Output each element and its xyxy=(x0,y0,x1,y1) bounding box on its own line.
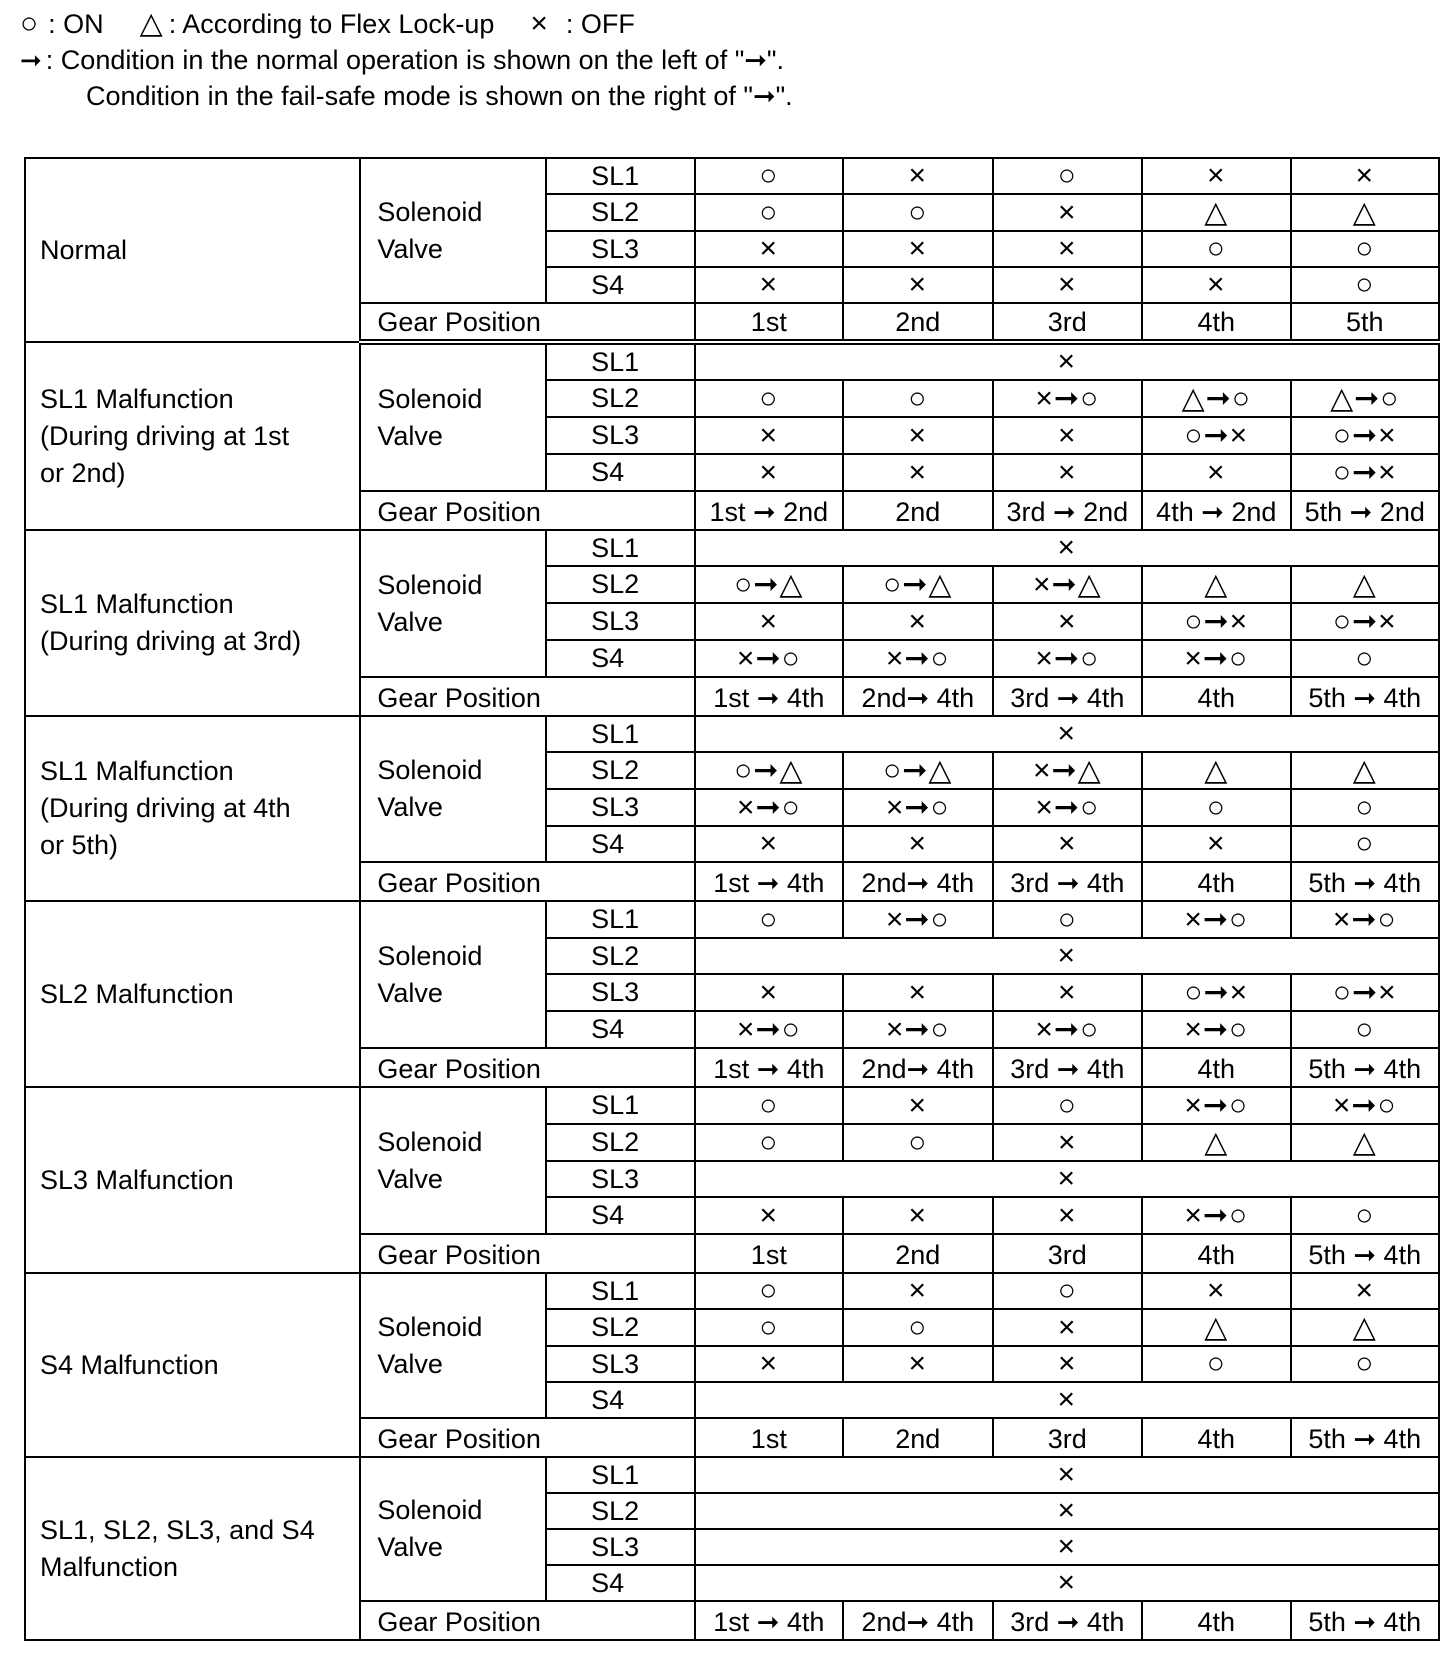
solenoid-state-cell: ○ xyxy=(1291,267,1440,303)
gear-position-cell: 2nd➞ 4th xyxy=(843,862,993,901)
solenoid-state-cell: ○ xyxy=(1291,789,1440,826)
solenoid-state-cell: × xyxy=(843,826,993,862)
condition-label xyxy=(25,158,360,342)
solenoid-name: SL3 xyxy=(546,1346,694,1382)
solenoid-state-cell: △ xyxy=(1291,1309,1440,1346)
solenoid-valve-line: Solenoid xyxy=(377,1311,483,1342)
solenoid-state-cell: △➞○ xyxy=(1291,380,1440,417)
solenoid-state-cell: ○ xyxy=(993,158,1143,194)
solenoid-state-cell: △ xyxy=(1291,566,1440,603)
solenoid-state-cell: × xyxy=(1142,826,1290,862)
flex-label: : According to Flex Lock-up xyxy=(168,9,495,39)
solenoid-state-cell: ○➞× xyxy=(1291,454,1440,491)
solenoid-name: SL3 xyxy=(546,603,694,640)
solenoid-state-cell: ○ xyxy=(695,1124,843,1161)
solenoid-valve-label xyxy=(360,158,546,303)
solenoid-valve-label xyxy=(360,901,546,1048)
solenoid-state-cell: × xyxy=(843,267,993,303)
solenoid-state-cell: × xyxy=(993,1346,1143,1382)
solenoid-state-cell: × xyxy=(1142,158,1290,194)
condition-label xyxy=(25,1273,360,1457)
solenoid-name: S4 xyxy=(546,267,694,303)
solenoid-state-cell: ○ xyxy=(1291,1011,1440,1048)
gear-position-cell: 5th ➞ 4th xyxy=(1291,1234,1440,1273)
gear-position-cell: 2nd➞ 4th xyxy=(843,1048,993,1087)
gear-position-cell: 2nd xyxy=(843,491,993,530)
gear-position-label: Gear Position xyxy=(360,677,694,716)
condition-label xyxy=(25,1087,360,1273)
solenoid-valve-label xyxy=(360,716,546,862)
solenoid-state-cell: △ xyxy=(1142,752,1290,789)
solenoid-state-cell: ○ xyxy=(1142,1346,1290,1382)
legend-arrow-row xyxy=(20,42,793,78)
solenoid-state-cell: ×➞○ xyxy=(695,1011,843,1048)
solenoid-state-cell: × xyxy=(695,1161,1439,1197)
solenoid-state-cell: × xyxy=(695,231,843,267)
solenoid-state-cell: × xyxy=(993,1309,1143,1346)
solenoid-state-cell: △ xyxy=(1142,1124,1290,1161)
condition-line: Malfunction xyxy=(40,1551,179,1582)
solenoid-valve-label xyxy=(360,342,546,491)
on-label: : ON xyxy=(48,9,104,39)
gear-position-cell: 1st ➞ 4th xyxy=(695,1601,843,1640)
solenoid-state-cell: ×➞○ xyxy=(1142,901,1290,938)
solenoid-state-cell: × xyxy=(843,417,993,454)
solenoid-state-cell: × xyxy=(993,603,1143,640)
solenoid-name: SL1 xyxy=(546,530,694,566)
solenoid-valve-line: Valve xyxy=(377,606,443,637)
solenoid-state-cell: △ xyxy=(1142,1309,1290,1346)
solenoid-state-cell: × xyxy=(695,1565,1439,1601)
gear-position-cell: 5th ➞ 4th xyxy=(1291,862,1440,901)
solenoid-state-cell: × xyxy=(1291,1273,1440,1309)
solenoid-state-cell: ×➞○ xyxy=(993,1011,1143,1048)
legend-line1: : Condition in the normal operation is shown on the left of "➞". xyxy=(45,45,784,75)
solenoid-state-cell: ×➞○ xyxy=(843,901,993,938)
solenoid-state-cell: × xyxy=(695,342,1439,380)
solenoid-state-cell: × xyxy=(843,603,993,640)
solenoid-name: S4 xyxy=(546,1011,694,1048)
condition-group xyxy=(25,530,1439,716)
solenoid-name: SL1 xyxy=(546,716,694,752)
solenoid-valve-line: Solenoid xyxy=(377,196,483,227)
solenoid-state-cell: ○ xyxy=(1142,231,1290,267)
solenoid-name: SL2 xyxy=(546,752,694,789)
solenoid-state-cell: ○ xyxy=(695,1273,843,1309)
solenoid-state-cell: ×➞○ xyxy=(993,380,1143,417)
solenoid-row xyxy=(25,342,1439,380)
condition-label xyxy=(25,1457,360,1640)
solenoid-name: SL3 xyxy=(546,1161,694,1197)
solenoid-valve-line: Valve xyxy=(377,1348,443,1379)
condition-line: SL1 Malfunction xyxy=(40,589,234,619)
condition-label xyxy=(25,530,360,716)
solenoid-state-cell: × xyxy=(1142,1273,1290,1309)
solenoid-state-cell: ○ xyxy=(843,1309,993,1346)
solenoid-state-cell: × xyxy=(993,974,1143,1011)
gear-position-cell: 2nd xyxy=(843,1234,993,1273)
condition-line: (During driving at 3rd) xyxy=(40,626,302,656)
condition-line: S4 Malfunction xyxy=(40,1349,219,1380)
solenoid-name: SL3 xyxy=(546,974,694,1011)
solenoid-state-cell: ×➞○ xyxy=(843,640,993,677)
solenoid-state-cell: △ xyxy=(1291,1124,1440,1161)
condition-group xyxy=(25,901,1439,1087)
solenoid-valve-line: Solenoid xyxy=(377,569,483,600)
solenoid-valve-line: Solenoid xyxy=(377,1126,483,1157)
gear-position-label: Gear Position xyxy=(360,1418,694,1457)
solenoid-state-cell: ×➞○ xyxy=(1142,1197,1290,1234)
solenoid-state-cell: ○ xyxy=(1291,1346,1440,1382)
gear-position-cell: 3rd xyxy=(993,1418,1143,1457)
solenoid-state-cell: × xyxy=(695,530,1439,566)
solenoid-state-cell: × xyxy=(695,826,843,862)
solenoid-state-cell: ○➞× xyxy=(1291,603,1440,640)
solenoid-state-cell: ×➞○ xyxy=(1142,640,1290,677)
solenoid-state-cell: ○ xyxy=(993,1273,1143,1309)
condition-line: SL1 Malfunction xyxy=(40,383,234,414)
solenoid-state-cell: × xyxy=(695,716,1439,752)
solenoid-state-cell: × xyxy=(993,417,1143,454)
solenoid-valve-line: Solenoid xyxy=(377,1495,483,1525)
gear-position-cell: 5th ➞ 4th xyxy=(1291,1418,1440,1457)
condition-label xyxy=(25,901,360,1087)
solenoid-state-cell: ○ xyxy=(1291,231,1440,267)
solenoid-valve-label xyxy=(360,1273,546,1418)
solenoid-state-cell: ×➞○ xyxy=(1142,1011,1290,1048)
solenoid-row xyxy=(25,716,1439,752)
solenoid-state-cell: × xyxy=(843,1346,993,1382)
fail-safe-table xyxy=(24,157,1440,1641)
solenoid-row xyxy=(25,158,1439,194)
gear-position-cell: 4th xyxy=(1142,862,1290,901)
gear-position-cell: 4th xyxy=(1142,677,1290,716)
gear-position-cell: 5th ➞ 4th xyxy=(1291,1048,1440,1087)
solenoid-name: SL1 xyxy=(546,1457,694,1493)
solenoid-state-cell: ○➞× xyxy=(1142,417,1290,454)
solenoid-name: SL1 xyxy=(546,158,694,194)
solenoid-state-cell: ○➞△ xyxy=(843,752,993,789)
gear-position-cell: 3rd ➞ 4th xyxy=(993,1048,1143,1087)
solenoid-state-cell: × xyxy=(993,194,1143,231)
solenoid-valve-line: Valve xyxy=(377,1532,443,1562)
solenoid-name: SL2 xyxy=(546,1309,694,1346)
gear-position-cell: 1st ➞ 2nd xyxy=(695,491,843,530)
gear-position-cell: 1st xyxy=(695,1234,843,1273)
solenoid-state-cell: × xyxy=(993,826,1143,862)
solenoid-state-cell: ○ xyxy=(843,1124,993,1161)
solenoid-state-cell: ○ xyxy=(993,1087,1143,1124)
solenoid-state-cell: × xyxy=(695,1457,1439,1493)
solenoid-state-cell: ×➞○ xyxy=(1291,1087,1440,1124)
condition-line: SL1, SL2, SL3, and S4 xyxy=(40,1514,315,1545)
solenoid-name: SL3 xyxy=(546,1529,694,1565)
gear-position-cell: 1st ➞ 4th xyxy=(695,1048,843,1087)
solenoid-state-cell: × xyxy=(843,1273,993,1309)
solenoid-state-cell: × xyxy=(1142,267,1290,303)
solenoid-state-cell: × xyxy=(695,1197,843,1234)
solenoid-name: SL1 xyxy=(546,901,694,938)
solenoid-state-cell: ○➞△ xyxy=(695,752,843,789)
solenoid-name: SL2 xyxy=(546,566,694,603)
solenoid-state-cell: ○ xyxy=(1291,640,1440,677)
solenoid-state-cell: × xyxy=(695,1382,1439,1418)
gear-position-cell: 2nd➞ 4th xyxy=(843,1601,993,1640)
gear-position-cell: 1st xyxy=(695,1418,843,1457)
solenoid-name: SL1 xyxy=(546,342,694,380)
solenoid-name: SL2 xyxy=(546,1124,694,1161)
condition-group xyxy=(25,1273,1439,1457)
solenoid-state-cell: × xyxy=(843,158,993,194)
solenoid-valve-line: Solenoid xyxy=(377,755,483,785)
solenoid-state-cell: ○➞△ xyxy=(843,566,993,603)
legend-line2: Condition in the fail-safe mode is shown on the right of "➞". xyxy=(86,81,793,111)
solenoid-state-cell: × xyxy=(843,1197,993,1234)
solenoid-valve-label xyxy=(360,1087,546,1234)
gear-position-cell: 2nd xyxy=(843,1418,993,1457)
solenoid-state-cell: ○ xyxy=(695,158,843,194)
solenoid-valve-line: Valve xyxy=(377,1163,443,1194)
gear-position-cell: 4th xyxy=(1142,1418,1290,1457)
gear-position-cell: 3rd ➞ 4th xyxy=(993,1601,1143,1640)
solenoid-state-cell: ○ xyxy=(695,1309,843,1346)
off-label: : OFF xyxy=(565,9,635,39)
condition-line: (During driving at 4th xyxy=(40,793,291,823)
solenoid-state-cell: ×➞△ xyxy=(993,752,1143,789)
gear-position-cell: 2nd➞ 4th xyxy=(843,677,993,716)
solenoid-state-cell: × xyxy=(993,267,1143,303)
gear-position-cell: 3rd xyxy=(993,1234,1143,1273)
solenoid-state-cell: ○ xyxy=(695,1087,843,1124)
solenoid-valve-line: Solenoid xyxy=(377,940,483,971)
solenoid-state-cell: △ xyxy=(1291,752,1440,789)
solenoid-state-cell: ×➞○ xyxy=(1291,901,1440,938)
solenoid-row xyxy=(25,1087,1439,1124)
solenoid-state-cell: ×➞○ xyxy=(1142,1087,1290,1124)
solenoid-name: SL3 xyxy=(546,231,694,267)
solenoid-state-cell: × xyxy=(993,1197,1143,1234)
solenoid-name: S4 xyxy=(546,1382,694,1418)
solenoid-name: SL3 xyxy=(546,417,694,454)
solenoid-state-cell: △ xyxy=(1291,194,1440,231)
solenoid-valve-label xyxy=(360,530,546,677)
gear-position-cell: 1st xyxy=(695,303,843,342)
solenoid-state-cell: ○ xyxy=(993,901,1143,938)
gear-position-cell: 3rd ➞ 2nd xyxy=(993,491,1143,530)
solenoid-name: S4 xyxy=(546,1197,694,1234)
solenoid-state-cell: ○ xyxy=(843,380,993,417)
condition-group xyxy=(25,342,1439,530)
condition-group xyxy=(25,716,1439,901)
gear-position-cell: 1st ➞ 4th xyxy=(695,677,843,716)
condition-line: SL1 Malfunction xyxy=(40,756,234,786)
solenoid-state-cell: × xyxy=(843,454,993,491)
gear-position-label: Gear Position xyxy=(360,1601,694,1640)
solenoid-state-cell: × xyxy=(695,603,843,640)
solenoid-state-cell: ×➞△ xyxy=(993,566,1143,603)
solenoid-state-cell: ○➞× xyxy=(1142,603,1290,640)
legend xyxy=(20,6,793,114)
gear-position-label: Gear Position xyxy=(360,303,694,342)
gear-position-cell: 4th xyxy=(1142,1601,1290,1640)
gear-position-label: Gear Position xyxy=(360,862,694,901)
solenoid-state-cell: ○➞× xyxy=(1291,974,1440,1011)
gear-position-cell: 4th xyxy=(1142,1234,1290,1273)
solenoid-state-cell: × xyxy=(993,231,1143,267)
gear-position-cell: 3rd xyxy=(993,303,1143,342)
condition-line: (During driving at 1st xyxy=(40,420,290,451)
flex-symbol: △ xyxy=(139,7,163,40)
gear-position-cell: 4th xyxy=(1142,1048,1290,1087)
solenoid-state-cell: × xyxy=(695,1493,1439,1529)
solenoid-state-cell: △➞○ xyxy=(1142,380,1290,417)
solenoid-name: SL2 xyxy=(546,194,694,231)
gear-position-cell: 5th xyxy=(1291,303,1440,342)
condition-group xyxy=(25,158,1439,342)
solenoid-name: SL2 xyxy=(546,380,694,417)
solenoid-state-cell: × xyxy=(993,1124,1143,1161)
solenoid-state-cell: ×➞○ xyxy=(993,640,1143,677)
solenoid-valve-line: Solenoid xyxy=(377,383,483,414)
solenoid-state-cell: × xyxy=(843,1087,993,1124)
solenoid-valve-line: Valve xyxy=(377,420,443,451)
solenoid-state-cell: ○ xyxy=(843,194,993,231)
solenoid-state-cell: × xyxy=(695,454,843,491)
solenoid-state-cell: × xyxy=(695,1529,1439,1565)
solenoid-state-cell: ○ xyxy=(695,194,843,231)
legend-line2-row xyxy=(20,78,793,114)
condition-label xyxy=(25,716,360,901)
solenoid-name: S4 xyxy=(546,1565,694,1601)
solenoid-state-cell: △ xyxy=(1142,566,1290,603)
condition-line: or 5th) xyxy=(40,830,119,860)
condition-line: or 2nd) xyxy=(40,457,126,488)
gear-position-cell: 2nd xyxy=(843,303,993,342)
solenoid-state-cell: ×➞○ xyxy=(695,789,843,826)
solenoid-state-cell: ×➞○ xyxy=(843,1011,993,1048)
gear-position-cell: 5th ➞ 4th xyxy=(1291,1601,1440,1640)
gear-position-label: Gear Position xyxy=(360,491,694,530)
solenoid-name: SL1 xyxy=(546,1273,694,1309)
solenoid-state-cell: ×➞○ xyxy=(843,789,993,826)
solenoid-state-cell: ○➞× xyxy=(1291,417,1440,454)
gear-position-cell: 3rd ➞ 4th xyxy=(993,677,1143,716)
solenoid-state-cell: ○➞× xyxy=(1142,974,1290,1011)
solenoid-name: S4 xyxy=(546,454,694,491)
solenoid-name: S4 xyxy=(546,826,694,862)
gear-position-cell: 1st ➞ 4th xyxy=(695,862,843,901)
solenoid-state-cell: × xyxy=(993,454,1143,491)
solenoid-state-cell: × xyxy=(695,974,843,1011)
gear-position-cell: 3rd ➞ 4th xyxy=(993,862,1143,901)
gear-position-label: Gear Position xyxy=(360,1048,694,1087)
condition-line: Normal xyxy=(40,234,128,265)
gear-position-cell: 4th xyxy=(1142,303,1290,342)
solenoid-name: SL1 xyxy=(546,1087,694,1124)
solenoid-state-cell: ○ xyxy=(695,380,843,417)
solenoid-valve-line: Valve xyxy=(377,977,443,1008)
solenoid-row xyxy=(25,901,1439,938)
solenoid-name: S4 xyxy=(546,640,694,677)
solenoid-valve-label xyxy=(360,1457,546,1601)
solenoid-row xyxy=(25,1273,1439,1309)
condition-group xyxy=(25,1087,1439,1273)
solenoid-state-cell: ○ xyxy=(1291,826,1440,862)
solenoid-state-cell: ○ xyxy=(1291,1197,1440,1234)
off-symbol: × xyxy=(530,7,548,40)
solenoid-row xyxy=(25,530,1439,566)
condition-label xyxy=(25,342,360,530)
solenoid-valve-line: Valve xyxy=(377,792,443,822)
gear-position-cell: 5th ➞ 4th xyxy=(1291,677,1440,716)
solenoid-state-cell: × xyxy=(843,231,993,267)
gear-position-cell: 5th ➞ 2nd xyxy=(1291,491,1440,530)
arrow-icon: ➞ xyxy=(20,45,42,75)
solenoid-name: SL2 xyxy=(546,938,694,974)
solenoid-state-cell: × xyxy=(695,417,843,454)
solenoid-state-cell: ○ xyxy=(1142,789,1290,826)
solenoid-row xyxy=(25,1457,1439,1493)
solenoid-valve-line: Valve xyxy=(377,233,443,264)
solenoid-name: SL2 xyxy=(546,1493,694,1529)
solenoid-state-cell: ○ xyxy=(695,901,843,938)
solenoid-state-cell: × xyxy=(843,974,993,1011)
condition-line: SL3 Malfunction xyxy=(40,1164,234,1195)
condition-line: SL2 Malfunction xyxy=(40,978,234,1009)
solenoid-state-cell: ×➞○ xyxy=(993,789,1143,826)
gear-position-label: Gear Position xyxy=(360,1234,694,1273)
legend-symbols-row xyxy=(20,6,793,42)
solenoid-state-cell: ×➞○ xyxy=(695,640,843,677)
solenoid-state-cell: × xyxy=(695,267,843,303)
condition-group xyxy=(25,1457,1439,1640)
solenoid-state-cell: × xyxy=(695,1346,843,1382)
solenoid-state-cell: ○➞△ xyxy=(695,566,843,603)
solenoid-name: SL3 xyxy=(546,789,694,826)
on-symbol: ○ xyxy=(20,7,39,40)
solenoid-state-cell: × xyxy=(695,938,1439,974)
solenoid-state-cell: × xyxy=(1142,454,1290,491)
solenoid-state-cell: △ xyxy=(1142,194,1290,231)
gear-position-cell: 4th ➞ 2nd xyxy=(1142,491,1290,530)
solenoid-state-cell: × xyxy=(1291,158,1440,194)
